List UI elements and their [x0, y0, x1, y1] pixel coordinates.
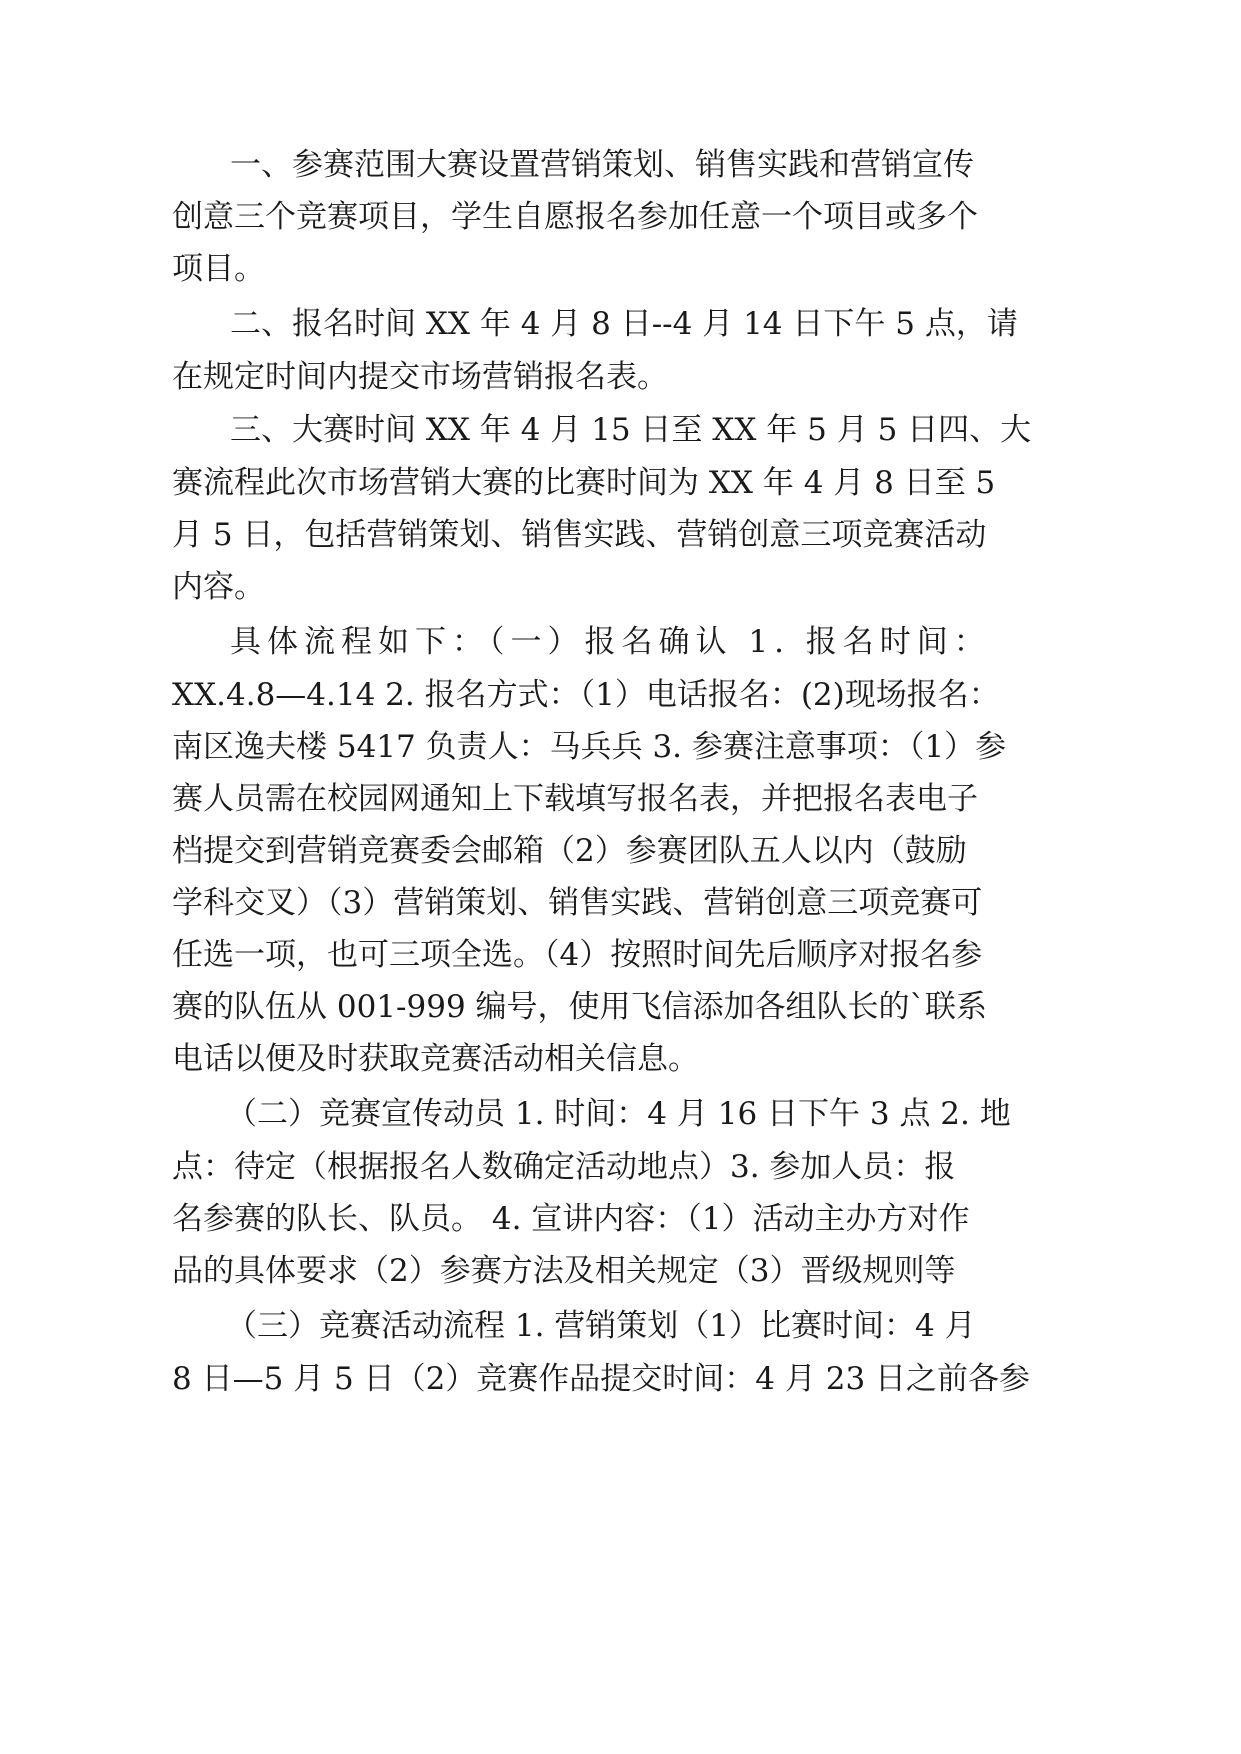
paragraph-5-line-4: 品的具体要求（2）参赛方法及相关规定（3）晋级规则等 — [172, 1253, 956, 1289]
paragraph-1-line-2: 创意三个竞赛项目，学生自愿报名参加任意一个项目或多个 — [172, 199, 978, 235]
paragraph-4-line-6: 学科交叉）（3）营销策划、销售实践、营销创意三项竞赛可 — [172, 885, 983, 921]
paragraph-4-line-1: 具体流程如下：（一）报名确认 1. 报名时间： — [230, 624, 991, 660]
paragraph-3-line-4: 内容。 — [172, 569, 265, 605]
paragraph-5-line-1: （二）竞赛宣传动员 1. 时间：4 月 16 日下午 3 点 2. 地 — [226, 1096, 1011, 1132]
paragraph-6-line-2: 8 日—5 月 5 日（2）竞赛作品提交时间：4 月 23 日之前各参 — [172, 1361, 1031, 1397]
paragraph-5-line-2: 点：待定（根据报名人数确定活动地点）3. 参加人员：报 — [172, 1149, 956, 1185]
paragraph-4-line-9: 电话以便及时获取竞赛活动相关信息。 — [172, 1041, 699, 1077]
paragraph-4-line-5: 档提交到营销竞赛委会邮箱（2）参赛团队五人以内（鼓励 — [172, 833, 967, 869]
paragraph-4-line-4: 赛人员需在校园网通知上下载填写报名表，并把报名表电子 — [172, 781, 978, 817]
paragraph-4-line-8: 赛的队伍从 001-999 编号，使用飞信添加各组队长的`联系 — [172, 989, 988, 1025]
paragraph-3-line-1: 三、大赛时间 XX 年 4 月 15 日至 XX 年 5 月 5 日四、大 — [230, 412, 1032, 448]
paragraph-4-line-3: 南区逸夫楼 5417 负责人：马兵兵 3. 参赛注意事项：（1）参 — [172, 729, 1007, 765]
paragraph-2-line-2: 在规定时间内提交市场营销报名表。 — [172, 359, 668, 395]
paragraph-3-line-2: 赛流程此次市场营销大赛的比赛时间为 XX 年 4 月 8 日至 5 — [172, 465, 996, 501]
paragraph-3-line-3: 月 5 日，包括营销策划、销售实践、营销创意三项竞赛活动 — [172, 517, 987, 553]
paragraph-6-line-1: （三）竞赛活动流程 1. 营销策划（1）比赛时间：4 月 — [226, 1308, 976, 1344]
paragraph-1-line-1: 一、参赛范围大赛设置营销策划、销售实践和营销宣传 — [230, 147, 974, 183]
paragraph-2-line-1: 二、报名时间 XX 年 4 月 8 日--4 月 14 日下午 5 点，请 — [230, 306, 1018, 342]
paragraph-4-line-2: XX.4.8—4.14 2. 报名方式：（1）电话报名：(2)现场报名： — [172, 677, 1000, 713]
paragraph-4-line-7: 任选一项，也可三项全选。（4）按照时间先后顺序对报名参 — [172, 937, 983, 973]
paragraph-5-line-3: 名参赛的队长、队员。 4. 宣讲内容：（1）活动主办方对作 — [172, 1201, 970, 1237]
paragraph-1-line-3: 项目。 — [172, 251, 265, 287]
